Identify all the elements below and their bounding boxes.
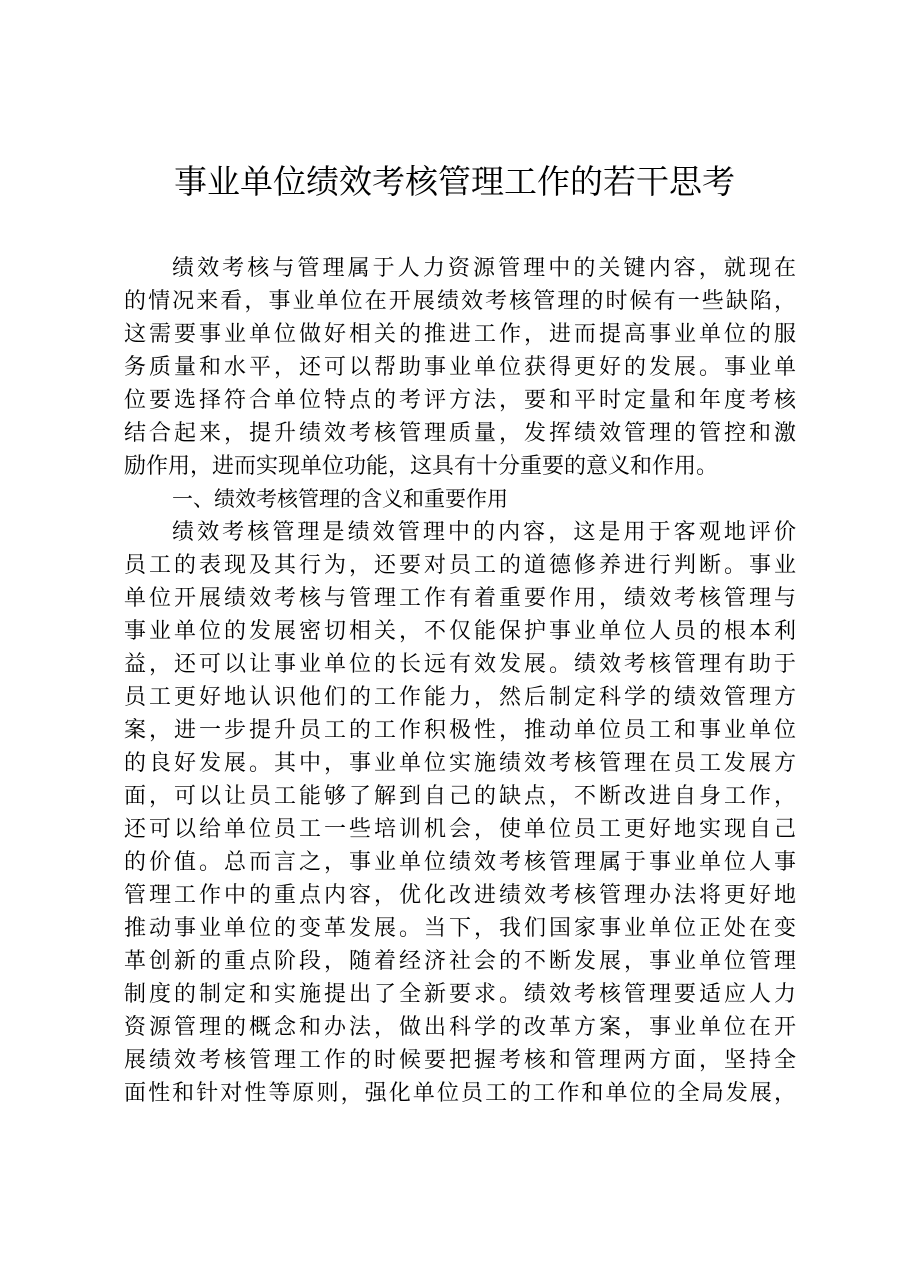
paragraph-line: 的价值。总而言之，事业单位绩效考核管理属于事业单位人事: [124, 850, 796, 875]
paragraph-line: 管理工作中的重点内容，优化改进绩效考核管理办法将更好地: [124, 883, 796, 908]
paragraph-line: 革创新的重点阶段，随着经济社会的不断发展，事业单位管理: [124, 949, 796, 974]
paragraph-line: 单位开展绩效考核与管理工作有着重要作用，绩效考核管理与: [124, 586, 796, 611]
document-title: 事业单位绩效考核管理工作的若干思考: [174, 162, 735, 201]
paragraph-line: 的情况来看，事业单位在开展绩效考核管理的时候有一些缺陷，: [124, 289, 796, 314]
paragraph-line: 的良好发展。其中，事业单位实施绩效考核管理在员工发展方: [124, 751, 796, 776]
paragraph-line: 面，可以让员工能够了解到自己的缺点，不断改进自身工作，: [124, 784, 796, 809]
paragraph-line: 资源管理的概念和办法，做出科学的改革方案，事业单位在开: [124, 1015, 796, 1040]
paragraph-line: 推动事业单位的变革发展。当下，我们国家事业单位正处在变: [124, 916, 796, 941]
paragraph-line: 展绩效考核管理工作的时候要把握考核和管理两方面，坚持全: [124, 1048, 796, 1073]
paragraph-line: 还可以给单位员工一些培训机会，使单位员工更好地实现自己: [124, 817, 796, 842]
paragraph-line: 励作用，进而实现单位功能，这具有十分重要的意义和作用。: [124, 454, 719, 479]
paragraph-line: 结合起来，提升绩效考核管理质量，发挥绩效管理的管控和激: [124, 421, 796, 446]
paragraph-line: 案，进一步提升员工的工作积极性，推动单位员工和事业单位: [124, 718, 796, 743]
document-body: [124, 252, 796, 1110]
paragraph-line: 面性和针对性等原则，强化单位员工的工作和单位的全局发展，: [124, 1081, 796, 1106]
paragraph-line: 益，还可以让事业单位的长远有效发展。绩效考核管理有助于: [124, 652, 796, 677]
paragraph-line: 绩效考核管理是绩效管理中的内容，这是用于客观地评价: [172, 520, 796, 545]
paragraph-line: 事业单位的发展密切相关，不仅能保护事业单位人员的根本利: [124, 619, 796, 644]
paragraph-line: 位要选择符合单位特点的考评方法，要和平时定量和年度考核: [124, 388, 796, 413]
paragraph-line: 绩效考核与管理属于人力资源管理中的关键内容，就现在: [172, 256, 796, 281]
section-heading: 一、绩效考核管理的含义和重要作用: [172, 487, 508, 511]
paragraph-line: 员工更好地认识他们的工作能力，然后制定科学的绩效管理方: [124, 685, 796, 710]
paragraph-line: 这需要事业单位做好相关的推进工作，进而提高事业单位的服: [124, 322, 796, 347]
paragraph-line: 员工的表现及其行为，还要对员工的道德修养进行判断。事业: [124, 553, 796, 578]
paragraph-line: 务质量和水平，还可以帮助事业单位获得更好的发展。事业单: [124, 355, 796, 380]
paragraph-line: 制度的制定和实施提出了全新要求。绩效考核管理要适应人力: [124, 982, 796, 1007]
